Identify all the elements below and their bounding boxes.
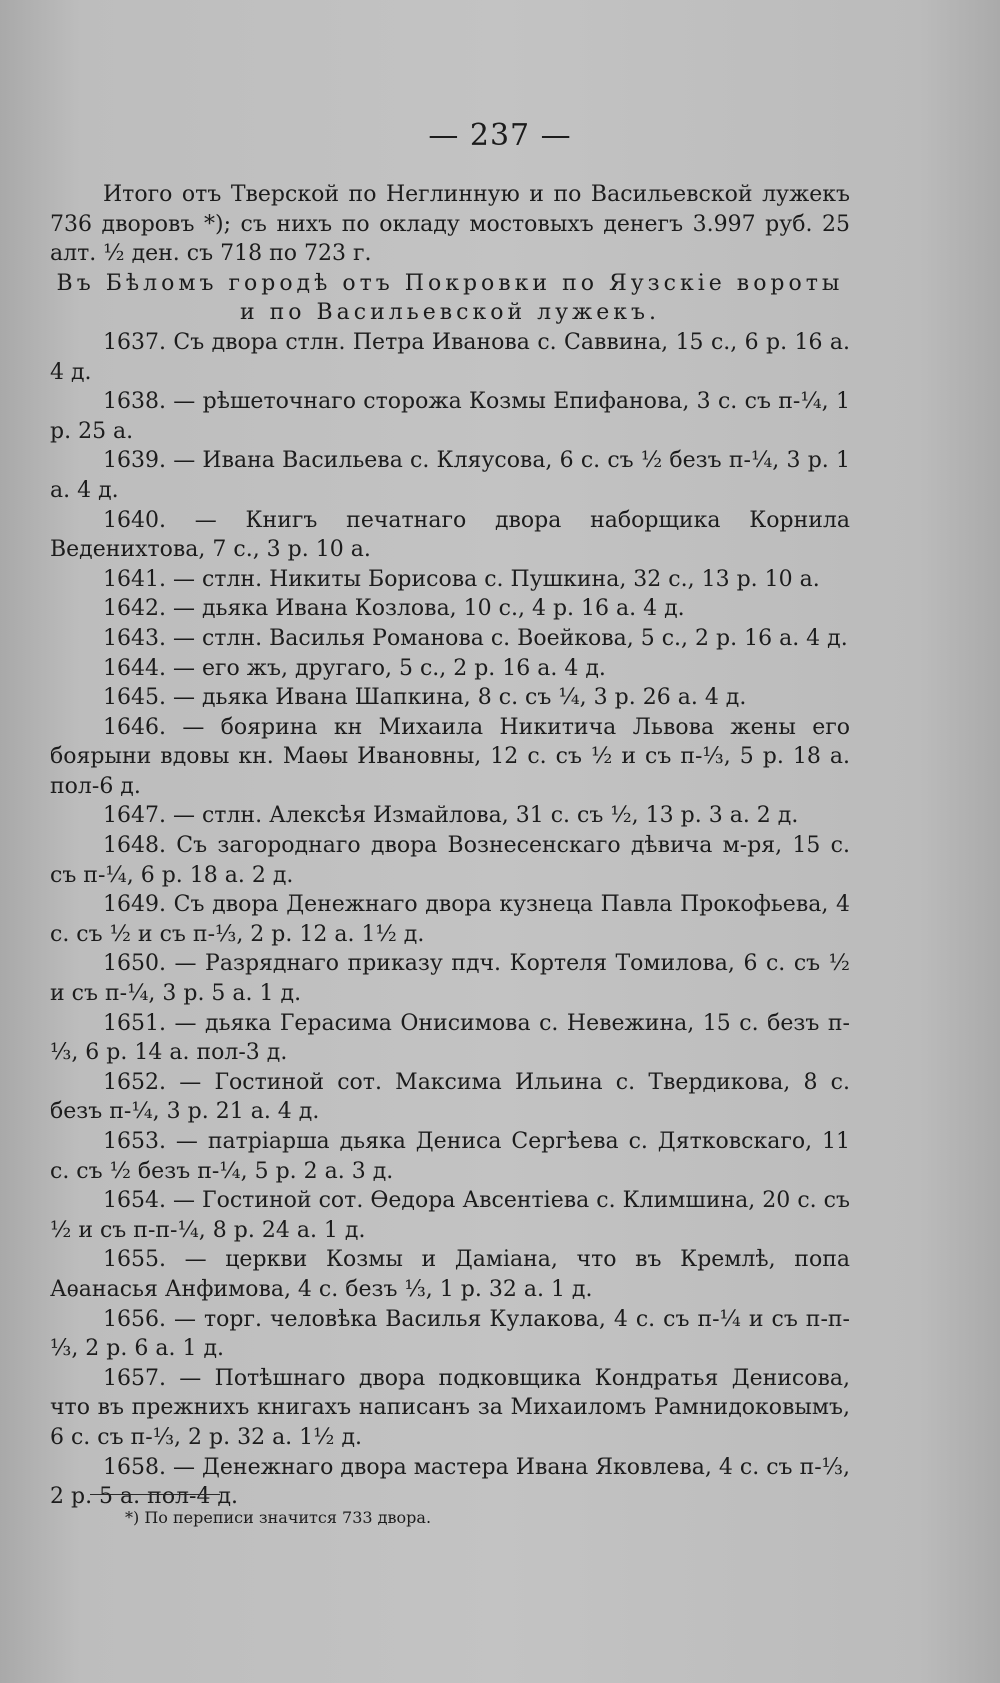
list-item: 1653. — патріарша дьяка Дениса Сергѣева с. Дятковскаго, 11 с. съ ½ безъ п-¼, 5 р. 2 а. 3 д. (50, 1129, 850, 1184)
list-item: 1640. — Книгъ печатнаго двора наборщика Корнила Веденихтова, 7 с., 3 р. 10 а. (50, 507, 850, 563)
list-item: 1650. — Разряднаго приказу пдч. Кортеля Томилова, 6 с. съ ½ и съ п-¼, 3 р. 5 а. 1 д. (50, 951, 850, 1007)
list-item: 1652. — Гостиной сот. Максима Ильина с. Твердикова, 8 с. безъ п-¼, 3 р. 21 а. 4 д. (50, 1069, 850, 1125)
list-item: 1649. Съ двора Денежнаго двора кузнеца Павла Прокофьева, 4 с. съ ½ и съ п-⅓, 2 р. 12 а. 1½ д. (50, 892, 850, 947)
list-item: 1646. — боярина кн Михаила Никитича Львова жены его боярыни вдовы кн. Маѳы Ивановны, 12 с. съ ½ и съ п-⅓, 5 р. 18 а. пол-6 д. (50, 714, 850, 799)
list-item: 1647. — стлн. Алексѣя Измайлова, 31 с. съ ½, 13 р. 3 а. 2 д. (103, 803, 799, 829)
list-item: 1648. Съ загороднаго двора Вознесенскаго дѣвича м-ря, 15 с. съ п-¼, 6 р. 18 а. 2 д. (50, 833, 850, 888)
list-item: 1656. — торг. человѣка Василья Кулакова, 4 с. съ п-¼ и съ п-п-⅓, 2 р. 6 а. 1 д. (50, 1306, 850, 1362)
list-item: 1643. — стлн. Василья Романова с. Воейкова, 5 с., 2 р. 16 а. 4 д. (103, 625, 848, 651)
entries-list (50, 328, 850, 1512)
section-title: Въ Бѣломъ городѣ отъ Покровки по Яузскіе вороты и по Васильевской лужекъ. (56, 270, 844, 326)
list-item: 1639. — Ивана Васильева с. Кляусова, 6 с. съ ½ безъ п-¼, 3 р. 1 а. 4 д. (50, 448, 850, 503)
list-item: 1637. Съ двора стлн. Петра Иванова с. Саввина, 15 с., 6 р. 16 а. 4 д. (50, 329, 850, 385)
list-item: 1651. — дьяка Герасима Онисимова с. Невежина, 15 с. безъ п-⅓, 6 р. 14 а. пол-3 д. (50, 1010, 850, 1066)
footnote: *) По переписи значится 733 двора. (125, 1508, 432, 1527)
list-item: 1642. — дьяка Ивана Козлова, 10 с., 4 р. 16 а. 4 д. (103, 596, 685, 622)
list-item: 1638. — рѣшеточнаго сторожа Козмы Епифанова, 3 с. съ п-¼, 1 р. 25 а. (50, 389, 850, 444)
page-body (50, 180, 850, 1512)
page-number: — 237 — (428, 118, 572, 153)
list-item: 1644. — его жъ, другаго, 5 с., 2 р. 16 а. 4 д. (103, 655, 606, 681)
intro-paragraph: Итого отъ Тверской по Неглинную и по Васильевской лужекъ 736 дворовъ *); съ нихъ по окладу мостовыхъ денегъ 3.997 руб. 25 алт. ½ ден. съ 718 по 723 г. (50, 182, 850, 267)
footnote-divider (90, 1494, 220, 1495)
list-item: 1657. — Потѣшнаго двора подковщика Кондратья Денисова, что въ прежнихъ книгахъ написанъ за Михаиломъ Рамнидоковымъ, 6 с. съ п-⅓, 2 р. 32 а. 1½ д. (50, 1365, 850, 1450)
list-item: 1641. — стлн. Никиты Борисова с. Пушкина, 32 с., 13 р. 10 а. (103, 566, 820, 592)
list-item: 1655. — церкви Козмы и Даміана, что въ Кремлѣ, попа Аѳанасья Анфимова, 4 с. безъ ⅓, 1 р. 32 а. 1 д. (50, 1247, 850, 1302)
list-item: 1654. — Гостиной сот. Ѳедора Авсентіева с. Климшина, 20 с. съ ½ и съ п-п-¼, 8 р. 24 а. 1 д. (50, 1188, 850, 1243)
list-item: 1645. — дьяка Ивана Шапкина, 8 с. съ ¼, 3 р. 26 а. 4 д. (103, 685, 747, 711)
list-item: 1658. — Денежнаго двора мастера Ивана Яковлева, 4 с. съ п-⅓, 2 р. 5 а. пол-4 д. (50, 1454, 850, 1510)
